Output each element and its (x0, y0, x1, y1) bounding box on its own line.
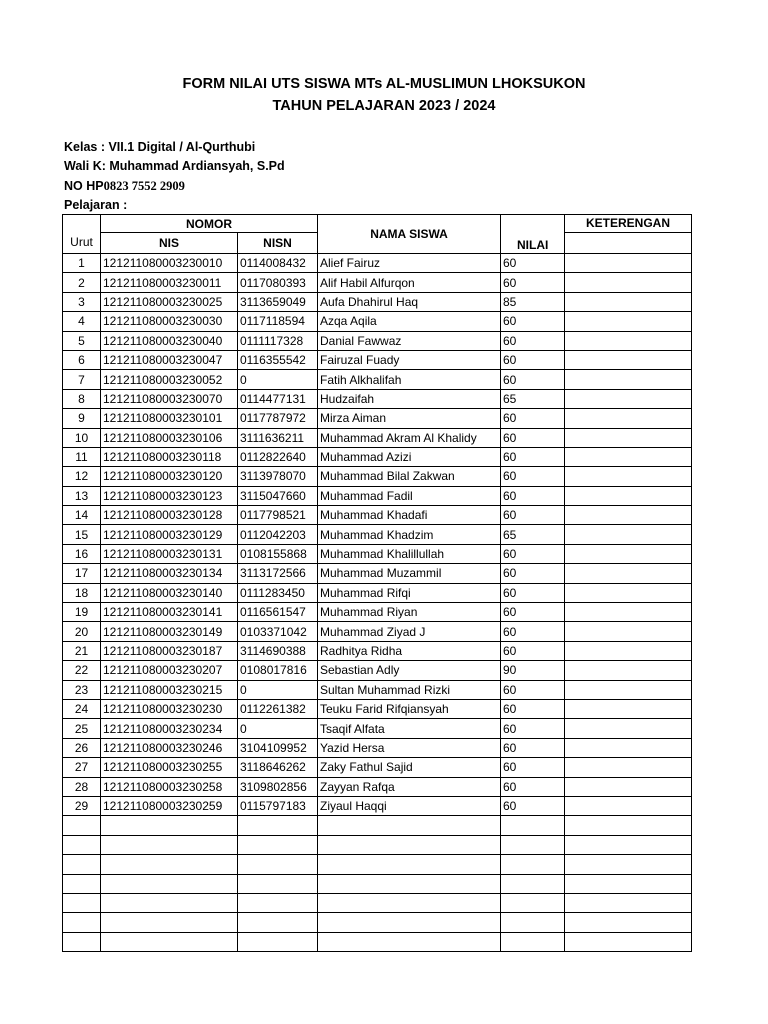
cell-urut: 22 (63, 661, 101, 680)
cell-nisn: 0112042203 (238, 525, 318, 544)
cell-nilai: 60 (501, 583, 565, 602)
cell-nis: 121211080003230230 (101, 699, 238, 718)
cell-nama-siswa (318, 913, 501, 932)
table-row (63, 835, 692, 854)
cell-nilai: 60 (501, 777, 565, 796)
cell-nisn: 0103371042 (238, 622, 318, 641)
cell-nama-siswa: Sultan Muhammad Rizki (318, 680, 501, 699)
cell-keterangan (565, 641, 692, 660)
table-row (63, 758, 692, 777)
cell-nis (101, 835, 238, 854)
cell-urut: 24 (63, 699, 101, 718)
cell-nilai: 60 (501, 273, 565, 292)
cell-nama-siswa: Muhammad Fadil (318, 486, 501, 505)
cell-keterangan (565, 661, 692, 680)
cell-nisn: 3113978070 (238, 467, 318, 486)
cell-nis: 121211080003230052 (101, 370, 238, 389)
cell-keterangan (565, 312, 692, 331)
cell-nis (101, 932, 238, 951)
cell-nisn: 3104109952 (238, 738, 318, 757)
cell-nilai: 60 (501, 409, 565, 428)
cell-keterangan (565, 777, 692, 796)
cell-nis: 121211080003230234 (101, 719, 238, 738)
cell-nisn: 0114477131 (238, 389, 318, 408)
cell-nilai (501, 913, 565, 932)
cell-nis: 121211080003230215 (101, 680, 238, 699)
cell-nisn: 0 (238, 370, 318, 389)
cell-nis: 121211080003230207 (101, 661, 238, 680)
cell-nilai: 60 (501, 680, 565, 699)
cell-nama-siswa (318, 893, 501, 912)
cell-nama-siswa: Danial Fawwaz (318, 331, 501, 350)
cell-urut: 17 (63, 564, 101, 583)
cell-urut (63, 893, 101, 912)
cell-keterangan (565, 855, 692, 874)
cell-nisn: 0116355542 (238, 350, 318, 369)
cell-nisn: 0115797183 (238, 796, 318, 815)
cell-nilai: 90 (501, 661, 565, 680)
cell-nis (101, 893, 238, 912)
table-row (63, 680, 692, 699)
cell-nisn (238, 893, 318, 912)
cell-keterangan (565, 273, 692, 292)
cell-nis: 121211080003230140 (101, 583, 238, 602)
cell-nis (101, 913, 238, 932)
grades-table (62, 214, 692, 952)
table-row (63, 893, 692, 912)
cell-nama-siswa: Yazid Hersa (318, 738, 501, 757)
cell-urut: 20 (63, 622, 101, 641)
cell-nilai (501, 893, 565, 912)
table-row (63, 777, 692, 796)
cell-nilai (501, 835, 565, 854)
cell-keterangan (565, 254, 692, 273)
cell-nama-siswa: Muhammad Azizi (318, 447, 501, 466)
cell-urut: 27 (63, 758, 101, 777)
table-row (63, 506, 692, 525)
cell-nama-siswa: Muhammad Khadzim (318, 525, 501, 544)
cell-nilai: 60 (501, 312, 565, 331)
cell-nisn: 3118646262 (238, 758, 318, 777)
cell-nama-siswa (318, 816, 501, 835)
table-row (63, 331, 692, 350)
cell-urut: 6 (63, 350, 101, 369)
cell-nama-siswa: Zayyan Rafqa (318, 777, 501, 796)
cell-urut: 12 (63, 467, 101, 486)
cell-nilai: 85 (501, 292, 565, 311)
cell-urut: 29 (63, 796, 101, 815)
cell-urut: 25 (63, 719, 101, 738)
cell-urut: 23 (63, 680, 101, 699)
cell-keterangan (565, 622, 692, 641)
table-row (63, 273, 692, 292)
cell-urut: 28 (63, 777, 101, 796)
cell-urut: 1 (63, 254, 101, 273)
cell-urut (63, 913, 101, 932)
cell-nis: 121211080003230141 (101, 603, 238, 622)
cell-nilai: 65 (501, 389, 565, 408)
subject-info: Pelajaran : (64, 198, 128, 212)
cell-nis: 121211080003230047 (101, 350, 238, 369)
cell-nama-siswa: Muhammad Rifqi (318, 583, 501, 602)
cell-nilai: 60 (501, 796, 565, 815)
cell-nama-siswa: Aufa Dhahirul Haq (318, 292, 501, 311)
cell-urut: 7 (63, 370, 101, 389)
cell-nisn: 0108017816 (238, 661, 318, 680)
table-row (63, 603, 692, 622)
cell-urut: 9 (63, 409, 101, 428)
cell-nis: 121211080003230011 (101, 273, 238, 292)
cell-nis: 121211080003230129 (101, 525, 238, 544)
table-row (63, 389, 692, 408)
cell-nama-siswa (318, 855, 501, 874)
cell-urut (63, 816, 101, 835)
header-nomor: NOMOR (101, 215, 318, 233)
cell-nisn (238, 874, 318, 893)
cell-nama-siswa: Ziyaul Haqqi (318, 796, 501, 815)
cell-nama-siswa: Muhammad Riyan (318, 603, 501, 622)
header-keterangan-sub (565, 233, 692, 254)
cell-nama-siswa (318, 874, 501, 893)
cell-nilai: 60 (501, 738, 565, 757)
header-nilai: NILAI (501, 215, 565, 254)
cell-keterangan (565, 370, 692, 389)
table-row (63, 622, 692, 641)
table-row (63, 254, 692, 273)
cell-keterangan (565, 331, 692, 350)
homeroom-teacher-info: Wali K: Muhammad Ardiansyah, S.Pd (64, 159, 285, 173)
table-header-row (63, 215, 692, 233)
cell-keterangan (565, 389, 692, 408)
cell-urut: 19 (63, 603, 101, 622)
cell-nama-siswa: Muhammad Akram Al Khalidy (318, 428, 501, 447)
cell-nisn: 0114008432 (238, 254, 318, 273)
cell-nisn: 0111283450 (238, 583, 318, 602)
cell-nilai: 60 (501, 331, 565, 350)
table-row (63, 447, 692, 466)
cell-nis: 121211080003230010 (101, 254, 238, 273)
table-row (63, 370, 692, 389)
cell-nisn: 0 (238, 719, 318, 738)
cell-nama-siswa: Teuku Farid Rifqiansyah (318, 699, 501, 718)
phone-number: 0823 7552 2909 (103, 179, 185, 193)
cell-keterangan (565, 544, 692, 563)
cell-nis: 121211080003230106 (101, 428, 238, 447)
cell-nama-siswa: Muhammad Khadafi (318, 506, 501, 525)
cell-nisn: 3113659049 (238, 292, 318, 311)
cell-nilai: 60 (501, 603, 565, 622)
cell-nis: 121211080003230128 (101, 506, 238, 525)
cell-nis: 121211080003230149 (101, 622, 238, 641)
cell-urut: 18 (63, 583, 101, 602)
cell-urut: 16 (63, 544, 101, 563)
cell-nilai: 60 (501, 350, 565, 369)
cell-urut (63, 874, 101, 893)
class-info: Kelas : VII.1 Digital / Al-Qurthubi (64, 140, 256, 154)
cell-nama-siswa: Hudzaifah (318, 389, 501, 408)
cell-nisn (238, 932, 318, 951)
cell-urut (63, 855, 101, 874)
cell-nisn: 0117798521 (238, 506, 318, 525)
cell-nisn: 0112822640 (238, 447, 318, 466)
cell-keterangan (565, 699, 692, 718)
table-row (63, 699, 692, 718)
cell-nis: 121211080003230118 (101, 447, 238, 466)
cell-urut: 11 (63, 447, 101, 466)
cell-keterangan (565, 583, 692, 602)
cell-keterangan (565, 525, 692, 544)
header-nisn: NISN (238, 233, 318, 254)
cell-nisn: 3114690388 (238, 641, 318, 660)
cell-nama-siswa: Muhammad Bilal Zakwan (318, 467, 501, 486)
cell-keterangan (565, 758, 692, 777)
cell-urut: 8 (63, 389, 101, 408)
table-row (63, 292, 692, 311)
phone-info (64, 179, 185, 194)
table-row (63, 544, 692, 563)
cell-nisn: 0 (238, 680, 318, 699)
cell-urut (63, 835, 101, 854)
cell-keterangan (565, 816, 692, 835)
cell-nilai: 60 (501, 622, 565, 641)
cell-urut: 5 (63, 331, 101, 350)
header-nis: NIS (101, 233, 238, 254)
cell-nis: 121211080003230123 (101, 486, 238, 505)
cell-nilai: 60 (501, 758, 565, 777)
cell-keterangan (565, 603, 692, 622)
cell-nilai: 60 (501, 564, 565, 583)
cell-nilai: 60 (501, 719, 565, 738)
table-row (63, 719, 692, 738)
cell-keterangan (565, 428, 692, 447)
cell-nisn: 3111636211 (238, 428, 318, 447)
cell-keterangan (565, 447, 692, 466)
table-row (63, 796, 692, 815)
table-row (63, 855, 692, 874)
cell-keterangan (565, 350, 692, 369)
cell-nilai: 60 (501, 447, 565, 466)
table-row (63, 641, 692, 660)
cell-nisn (238, 855, 318, 874)
cell-nilai: 60 (501, 506, 565, 525)
table-row (63, 661, 692, 680)
cell-urut: 10 (63, 428, 101, 447)
cell-nilai: 60 (501, 254, 565, 273)
table-row (63, 932, 692, 951)
cell-nis: 121211080003230258 (101, 777, 238, 796)
cell-nama-siswa: Fatih Alkhalifah (318, 370, 501, 389)
cell-nis: 121211080003230070 (101, 389, 238, 408)
table-row (63, 816, 692, 835)
cell-keterangan (565, 893, 692, 912)
cell-nisn: 0111117328 (238, 331, 318, 350)
cell-urut: 15 (63, 525, 101, 544)
cell-nis: 121211080003230187 (101, 641, 238, 660)
form-title: FORM NILAI UTS SISWA MTs AL-MUSLIMUN LHOKSUKON (182, 76, 586, 92)
cell-keterangan (565, 486, 692, 505)
cell-keterangan (565, 409, 692, 428)
cell-nisn: 0117080393 (238, 273, 318, 292)
cell-nis (101, 816, 238, 835)
cell-nisn: 0117787972 (238, 409, 318, 428)
cell-nis (101, 855, 238, 874)
cell-keterangan (565, 467, 692, 486)
table-row (63, 428, 692, 447)
cell-nama-siswa (318, 835, 501, 854)
cell-nama-siswa: Zaky Fathul Sajid (318, 758, 501, 777)
cell-nisn (238, 816, 318, 835)
cell-nisn: 3115047660 (238, 486, 318, 505)
cell-nama-siswa: Azqa Aqila (318, 312, 501, 331)
cell-nisn: 0116561547 (238, 603, 318, 622)
table-row (63, 350, 692, 369)
cell-nis: 121211080003230030 (101, 312, 238, 331)
cell-keterangan (565, 292, 692, 311)
cell-urut: 13 (63, 486, 101, 505)
table-row (63, 409, 692, 428)
cell-nilai: 60 (501, 544, 565, 563)
cell-keterangan (565, 564, 692, 583)
table-row (63, 486, 692, 505)
table-row (63, 467, 692, 486)
cell-urut: 2 (63, 273, 101, 292)
cell-nisn: 0108155868 (238, 544, 318, 563)
cell-nilai: 65 (501, 525, 565, 544)
cell-urut (63, 932, 101, 951)
cell-nis (101, 874, 238, 893)
cell-nama-siswa: Muhammad Khalillullah (318, 544, 501, 563)
header-nama-siswa: NAMA SISWA (318, 215, 501, 254)
cell-urut: 4 (63, 312, 101, 331)
cell-nilai: 60 (501, 699, 565, 718)
cell-nis: 121211080003230134 (101, 564, 238, 583)
cell-nis: 121211080003230025 (101, 292, 238, 311)
cell-nis: 121211080003230255 (101, 758, 238, 777)
cell-nilai (501, 816, 565, 835)
cell-urut: 3 (63, 292, 101, 311)
cell-keterangan (565, 738, 692, 757)
cell-nilai: 60 (501, 486, 565, 505)
cell-nama-siswa: Mirza Aiman (318, 409, 501, 428)
cell-nilai (501, 855, 565, 874)
cell-nilai (501, 874, 565, 893)
cell-nisn: 0112261382 (238, 699, 318, 718)
cell-keterangan (565, 835, 692, 854)
cell-keterangan (565, 874, 692, 893)
cell-nisn: 0117118594 (238, 312, 318, 331)
cell-nisn: 3109802856 (238, 777, 318, 796)
table-row (63, 564, 692, 583)
cell-nama-siswa: Tsaqif Alfata (318, 719, 501, 738)
academic-year-title: TAHUN PELAJARAN 2023 / 2024 (272, 98, 496, 114)
cell-nis: 121211080003230246 (101, 738, 238, 757)
table-row (63, 874, 692, 893)
table-row (63, 913, 692, 932)
cell-nisn (238, 835, 318, 854)
cell-nama-siswa: Muhammad Muzammil (318, 564, 501, 583)
cell-nis: 121211080003230259 (101, 796, 238, 815)
cell-nisn (238, 913, 318, 932)
header-keterangan: KETERENGAN (565, 215, 692, 233)
cell-nama-siswa: Muhammad Ziyad J (318, 622, 501, 641)
cell-nilai: 60 (501, 641, 565, 660)
cell-keterangan (565, 932, 692, 951)
table-row (63, 583, 692, 602)
phone-label: NO HP (64, 179, 104, 193)
cell-nilai: 60 (501, 467, 565, 486)
cell-keterangan (565, 506, 692, 525)
cell-nis: 121211080003230131 (101, 544, 238, 563)
cell-keterangan (565, 680, 692, 699)
cell-nama-siswa: Radhitya Ridha (318, 641, 501, 660)
table-row (63, 738, 692, 757)
cell-nisn: 3113172566 (238, 564, 318, 583)
cell-nama-siswa: Alif Habil Alfurqon (318, 273, 501, 292)
cell-nis: 121211080003230040 (101, 331, 238, 350)
cell-keterangan (565, 796, 692, 815)
table-row (63, 312, 692, 331)
header-urut: Urut (63, 215, 101, 254)
cell-nis: 121211080003230101 (101, 409, 238, 428)
cell-nilai: 60 (501, 370, 565, 389)
cell-keterangan (565, 719, 692, 738)
cell-nama-siswa (318, 932, 501, 951)
table-row (63, 525, 692, 544)
cell-urut: 14 (63, 506, 101, 525)
cell-nilai (501, 932, 565, 951)
cell-nama-siswa: Sebastian Adly (318, 661, 501, 680)
cell-keterangan (565, 913, 692, 932)
cell-nilai: 60 (501, 428, 565, 447)
cell-urut: 26 (63, 738, 101, 757)
cell-nama-siswa: Alief Fairuz (318, 254, 501, 273)
cell-nama-siswa: Fairuzal Fuady (318, 350, 501, 369)
cell-urut: 21 (63, 641, 101, 660)
cell-nis: 121211080003230120 (101, 467, 238, 486)
